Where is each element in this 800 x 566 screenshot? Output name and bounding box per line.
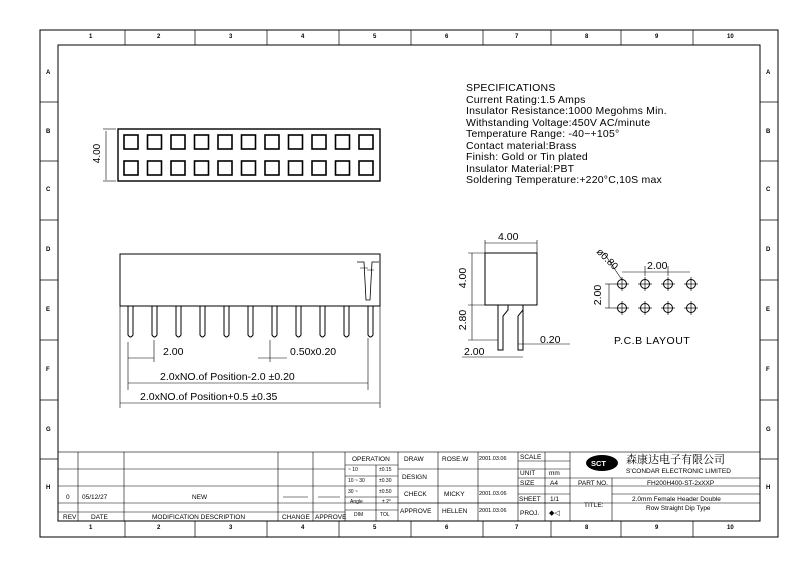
contact-slot xyxy=(218,135,232,149)
pcb-hole xyxy=(638,301,652,315)
role-check: CHECK xyxy=(404,491,427,498)
border-row-label: C xyxy=(46,187,51,193)
approve-header: APPROVE xyxy=(315,514,347,521)
header-pin xyxy=(128,306,133,337)
contact-slot xyxy=(242,135,256,149)
border-column-label: 1 xyxy=(89,34,93,40)
sheet-label: SHEET xyxy=(519,496,541,503)
pcb-pitch-x-dim: 2.00 xyxy=(647,260,668,272)
spec-line: Insulator Resistance:1000 Megohms Min. xyxy=(466,105,667,117)
side-width-dim: 4.00 xyxy=(498,231,519,243)
header-pin xyxy=(368,306,373,337)
border-row-label: H xyxy=(46,485,51,491)
border-row-label: B xyxy=(766,129,771,135)
scale-label: SCALE xyxy=(520,454,542,461)
border-row-label: A xyxy=(766,70,771,76)
spec-line: Current Rating:1.5 Amps xyxy=(466,93,586,106)
pcb-layout-label: P.C.B LAYOUT xyxy=(614,335,691,347)
operation-range: 10 ~ 30 xyxy=(348,478,365,484)
contact-slot xyxy=(336,135,350,149)
contact-slot xyxy=(336,161,350,175)
front-pin-size-dim: 0.50x0.20 xyxy=(290,346,337,358)
border-column-label: 1 xyxy=(89,525,93,531)
pcb-pitch-y-dim: 2.00 xyxy=(592,284,605,306)
front-view xyxy=(120,254,380,408)
side-height-dim: 4.00 xyxy=(457,267,470,289)
rev-value: 0 xyxy=(66,494,70,501)
company-name-cn: 森康达电子有限公司 xyxy=(626,454,725,466)
operation-dim: DIM xyxy=(354,512,364,518)
rev-header: REV xyxy=(63,514,77,521)
contact-slot xyxy=(148,135,162,149)
contact-slot xyxy=(171,161,185,175)
date-draw: 2001.03.06 xyxy=(479,456,507,462)
border-row-label: E xyxy=(766,307,771,313)
border-column-label: 5 xyxy=(373,525,377,531)
operation-range: 30 ~ xyxy=(348,489,358,495)
front-pitch-dim: 2.00 xyxy=(163,346,184,358)
header-pin xyxy=(200,306,205,337)
border-row-label: F xyxy=(46,367,50,373)
border-column-label: 10 xyxy=(727,34,734,40)
contact-slot xyxy=(171,135,185,149)
header-pin xyxy=(176,306,181,337)
header-pin xyxy=(296,306,301,337)
part-no-label: PART NO. xyxy=(578,480,608,487)
border-row-label: E xyxy=(46,307,51,313)
contact-slot xyxy=(124,161,138,175)
border-column-label: 6 xyxy=(445,34,449,40)
operation-angle: Angle xyxy=(350,499,363,505)
border-column-label: 2 xyxy=(157,34,161,40)
size-value: A4 xyxy=(550,480,558,487)
name-draw: ROSE.W xyxy=(442,456,469,463)
contact-slot xyxy=(195,135,209,149)
projection-icon: ◆◁ xyxy=(549,510,560,517)
contact-slot xyxy=(265,135,279,149)
border-column-label: 3 xyxy=(229,525,233,531)
contact-slot xyxy=(289,135,303,149)
border-column-label: 7 xyxy=(515,525,519,531)
header-pin xyxy=(272,306,277,337)
front-inner-dim: 2.0xNO.of Position-2.0 ±0.20 xyxy=(160,371,295,383)
date-check: 2001.03.06 xyxy=(479,491,507,497)
border-column-label: 5 xyxy=(373,34,377,40)
description-header: MODIFICATION DESCRIPTION xyxy=(152,514,246,521)
operation-tol: ±0.50 xyxy=(379,489,392,495)
title-line-1: 2.0mm Female Header Double xyxy=(632,496,721,503)
border-row-label: F xyxy=(766,367,770,373)
date-approve: 2001.03.06 xyxy=(479,508,507,514)
unit-label: UNIT xyxy=(520,470,536,477)
pcb-hole xyxy=(638,277,652,291)
border-row-label: G xyxy=(46,427,51,433)
part-no-value: FH200H400-ST-2xXXP xyxy=(647,480,715,487)
rev-date: 05/12/27 xyxy=(82,494,108,501)
spec-line: Temperature Range: -40~+105° xyxy=(466,128,620,140)
pcb-hole xyxy=(615,277,629,291)
pcb-hole-dim: ø0.80 xyxy=(593,246,620,273)
header-pin xyxy=(248,306,253,337)
specifications-heading: SPECIFICATIONS xyxy=(466,82,556,94)
border-column-label: 10 xyxy=(727,525,734,531)
pcb-hole xyxy=(661,301,675,315)
spec-line: Contact material:Brass xyxy=(466,139,577,152)
contact-slot xyxy=(265,161,279,175)
contact-slot xyxy=(359,161,373,175)
side-pin-length-dim: 2.80 xyxy=(457,309,470,331)
border-column-label: 4 xyxy=(301,525,305,531)
border-row-label: D xyxy=(46,247,51,253)
operation-tol-label: TOL xyxy=(380,512,390,518)
border-column-label: 2 xyxy=(157,525,161,531)
pcb-hole xyxy=(615,301,629,315)
header-pin xyxy=(320,306,325,337)
border-row-label: C xyxy=(766,187,771,193)
operation-range: ~ 10 xyxy=(348,467,358,473)
logo-text: SCT xyxy=(591,459,606,468)
contact-slot xyxy=(359,135,373,149)
spec-line: Finish: Gold or Tin plated xyxy=(466,151,588,163)
proj-label: PROJ. xyxy=(520,510,540,517)
side-pitch-dim: 2.00 xyxy=(464,346,485,358)
rev-description: NEW xyxy=(192,494,208,501)
contact-slot xyxy=(148,161,162,175)
title-label: TITLE: xyxy=(584,502,604,509)
spec-line: Insulator Material:PBT xyxy=(466,162,575,175)
top-view-height-dim: 4.00 xyxy=(92,143,104,164)
operation-tol: ±0.15 xyxy=(379,467,392,473)
contact-slot xyxy=(124,135,138,149)
operation-label: OPERATION xyxy=(352,456,390,463)
spec-line: Soldering Temperature:+220°C,10S max xyxy=(466,174,662,186)
company-name-en: S'CONDAR ELECTRONIC LIMITED xyxy=(626,468,731,475)
role-design: DESIGN xyxy=(402,474,427,481)
pcb-hole xyxy=(684,277,698,291)
border-column-label: 7 xyxy=(515,34,519,40)
name-check: MICKY xyxy=(444,491,465,498)
contact-slot xyxy=(195,161,209,175)
operation-angle-tol: ± 2° xyxy=(382,499,391,505)
header-pin xyxy=(152,306,157,337)
size-label: SIZE xyxy=(520,480,535,487)
border-column-label: 9 xyxy=(655,525,659,531)
border-row-label: B xyxy=(46,129,51,135)
border-row-label: A xyxy=(46,70,51,76)
contact-slot xyxy=(218,161,232,175)
side-pin-thickness-dim: 0.20 xyxy=(540,334,561,346)
border-row-label: G xyxy=(766,427,771,433)
title-line-2: Row Straight Dip Type xyxy=(646,505,711,512)
role-approve: APPROVE xyxy=(400,508,432,515)
front-outer-dim: 2.0xNO.of Position+0.5 ±0.35 xyxy=(140,391,278,403)
border-column-label: 8 xyxy=(585,34,589,40)
border-column-label: 8 xyxy=(585,525,589,531)
sheet-value: 1/1 xyxy=(550,496,560,503)
top-view xyxy=(103,129,380,181)
specifications-block xyxy=(466,83,667,187)
operation-tol: ±0.30 xyxy=(379,478,392,484)
spec-line: Withstanding Voltage:450V AC/minute xyxy=(466,116,651,129)
header-pin xyxy=(344,306,349,337)
pcb-hole xyxy=(661,277,675,291)
border-row-label: D xyxy=(766,247,771,253)
contact-slot xyxy=(242,161,256,175)
border-column-label: 6 xyxy=(445,525,449,531)
border-row-label: H xyxy=(766,485,771,491)
change-header: CHANGE xyxy=(282,514,310,521)
border-column-label: 4 xyxy=(301,34,305,40)
name-approve: HELLEN xyxy=(442,508,468,515)
pcb-hole xyxy=(684,301,698,315)
role-draw: DRAW xyxy=(404,456,424,463)
border-column-label: 3 xyxy=(229,34,233,40)
contact-slot xyxy=(289,161,303,175)
date-header: DATE xyxy=(91,514,108,521)
contact-slot xyxy=(312,135,326,149)
unit-value: mm xyxy=(549,470,560,477)
header-pin xyxy=(224,306,229,337)
border-column-label: 9 xyxy=(655,34,659,40)
contact-slot xyxy=(312,161,326,175)
